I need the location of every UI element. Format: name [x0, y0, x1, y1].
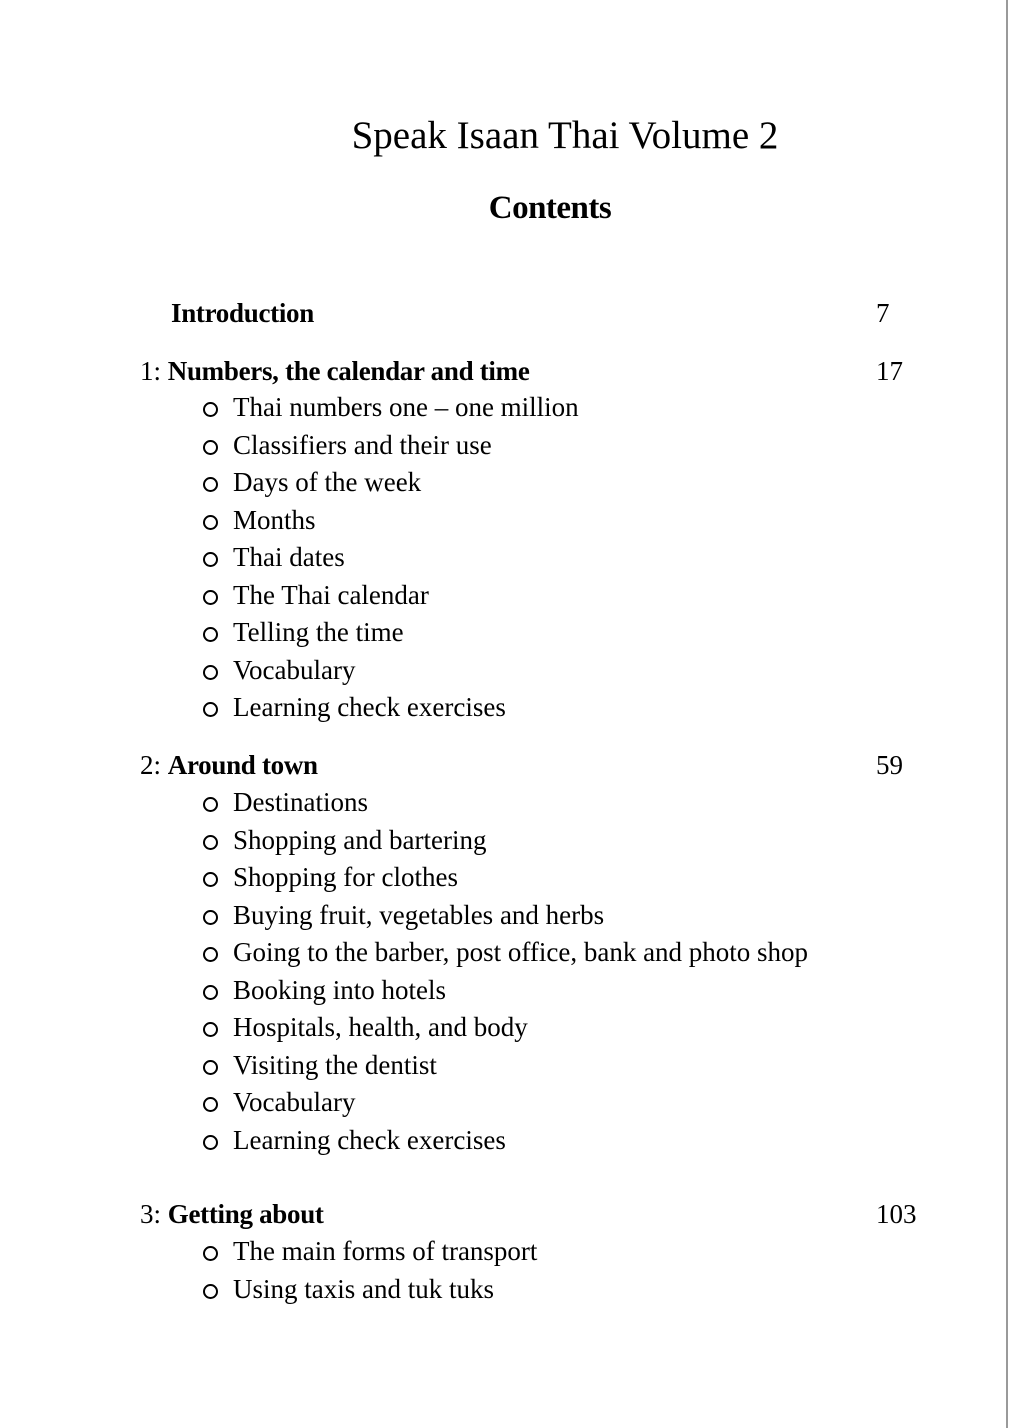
chapter-heading [140, 1197, 324, 1231]
bullet-circle-icon [203, 1022, 218, 1037]
topic-label: Months [233, 504, 316, 535]
list-item[interactable] [0, 577, 1009, 615]
list-item[interactable] [0, 652, 1009, 690]
topic-label: Learning check exercises [233, 692, 506, 722]
chapter-heading [140, 354, 530, 388]
topic-label: Shopping and bartering [233, 824, 487, 855]
list-item[interactable] [0, 784, 1009, 822]
topic-label: Vocabulary [233, 1087, 356, 1117]
chapter-heading [140, 748, 318, 782]
chapter-title: Getting about [167, 1199, 324, 1229]
chapter-title: Around town [167, 750, 318, 780]
bullet-circle-icon [203, 477, 218, 492]
contents-heading: Contents [488, 190, 612, 226]
topic-label: Days of the week [233, 467, 422, 497]
bullet-circle-icon [203, 835, 218, 850]
chapter-page-number: 103 [876, 1199, 917, 1229]
chapter-page-number: 17 [876, 356, 903, 386]
list-item[interactable] [0, 859, 1009, 897]
topic-label: Going to the barber, post office, bank and photo shop [233, 937, 809, 967]
list-item[interactable] [0, 1271, 1009, 1309]
list-item[interactable] [0, 1009, 1009, 1047]
bullet-circle-icon [203, 552, 218, 567]
list-item[interactable] [0, 464, 1009, 502]
bullet-circle-icon [203, 910, 218, 925]
toc-entry-chapter-1[interactable] [0, 354, 1009, 388]
introduction-page-number: 7 [876, 298, 890, 328]
topic-label: Visiting the dentist [233, 1049, 437, 1080]
bullet-circle-icon [203, 1135, 218, 1150]
bullet-circle-icon [203, 985, 218, 1000]
topic-label: Booking into hotels [233, 974, 447, 1005]
bullet-circle-icon [203, 515, 218, 530]
list-item[interactable] [0, 614, 1009, 652]
chapter-title: Numbers, the calendar and time [167, 356, 530, 386]
bullet-circle-icon [203, 1246, 218, 1261]
bullet-circle-icon [203, 797, 218, 812]
chapter-3-topic-list [0, 1233, 1009, 1308]
topic-label: The Thai calendar [233, 579, 429, 610]
toc-entry-chapter-3[interactable] [0, 1197, 1009, 1231]
topic-label: Shopping for clothes [233, 862, 458, 892]
topic-label: Destinations [233, 787, 368, 817]
list-item[interactable] [0, 689, 1009, 727]
topic-label: The main forms of transport [233, 1236, 538, 1266]
topic-label: Buying fruit, vegetables and herbs [233, 899, 605, 930]
list-item[interactable] [0, 1233, 1009, 1271]
bullet-circle-icon [203, 872, 218, 887]
list-item[interactable] [0, 1122, 1009, 1160]
list-item[interactable] [0, 897, 1009, 935]
bullet-circle-icon [203, 665, 218, 680]
chapter-number: 2: [140, 750, 162, 780]
introduction-title: Introduction [171, 298, 314, 328]
topic-label: Hospitals, health, and body [233, 1012, 528, 1042]
chapter-2-topic-list [0, 784, 1009, 1159]
chapter-1-topic-list [0, 389, 1009, 727]
bullet-circle-icon [203, 1060, 218, 1075]
list-item[interactable] [0, 972, 1009, 1010]
topic-label: Telling the time [233, 617, 404, 647]
topic-label: Using taxis and tuk tuks [233, 1273, 494, 1304]
toc-entry-chapter-2[interactable] [0, 748, 1009, 782]
chapter-number: 3: [140, 1199, 162, 1229]
list-item[interactable] [0, 1047, 1009, 1085]
chapter-page-number: 59 [876, 750, 903, 780]
topic-label: Learning check exercises [233, 1124, 506, 1155]
topic-label: Vocabulary [233, 654, 356, 685]
topic-label: Classifiers and their use [233, 429, 492, 460]
bullet-circle-icon [203, 627, 218, 642]
list-item[interactable] [0, 1084, 1009, 1122]
book-title: Speak Isaan Thai Volume 2 [351, 114, 779, 157]
bullet-circle-icon [203, 1284, 218, 1299]
bullet-circle-icon [203, 590, 218, 605]
list-item[interactable] [0, 539, 1009, 577]
bullet-circle-icon [203, 702, 218, 717]
topic-label: Thai numbers one – one million [233, 392, 579, 422]
list-item[interactable] [0, 822, 1009, 860]
toc-entry-introduction[interactable] [0, 296, 1009, 330]
topic-label: Thai dates [233, 542, 345, 572]
bullet-circle-icon [203, 402, 218, 417]
list-item[interactable] [0, 427, 1009, 465]
bullet-circle-icon [203, 947, 218, 962]
list-item[interactable] [0, 389, 1009, 427]
list-item[interactable] [0, 502, 1009, 540]
bullet-circle-icon [203, 440, 218, 455]
bullet-circle-icon [203, 1097, 218, 1112]
list-item[interactable] [0, 934, 1009, 972]
chapter-number: 1: [140, 356, 162, 386]
